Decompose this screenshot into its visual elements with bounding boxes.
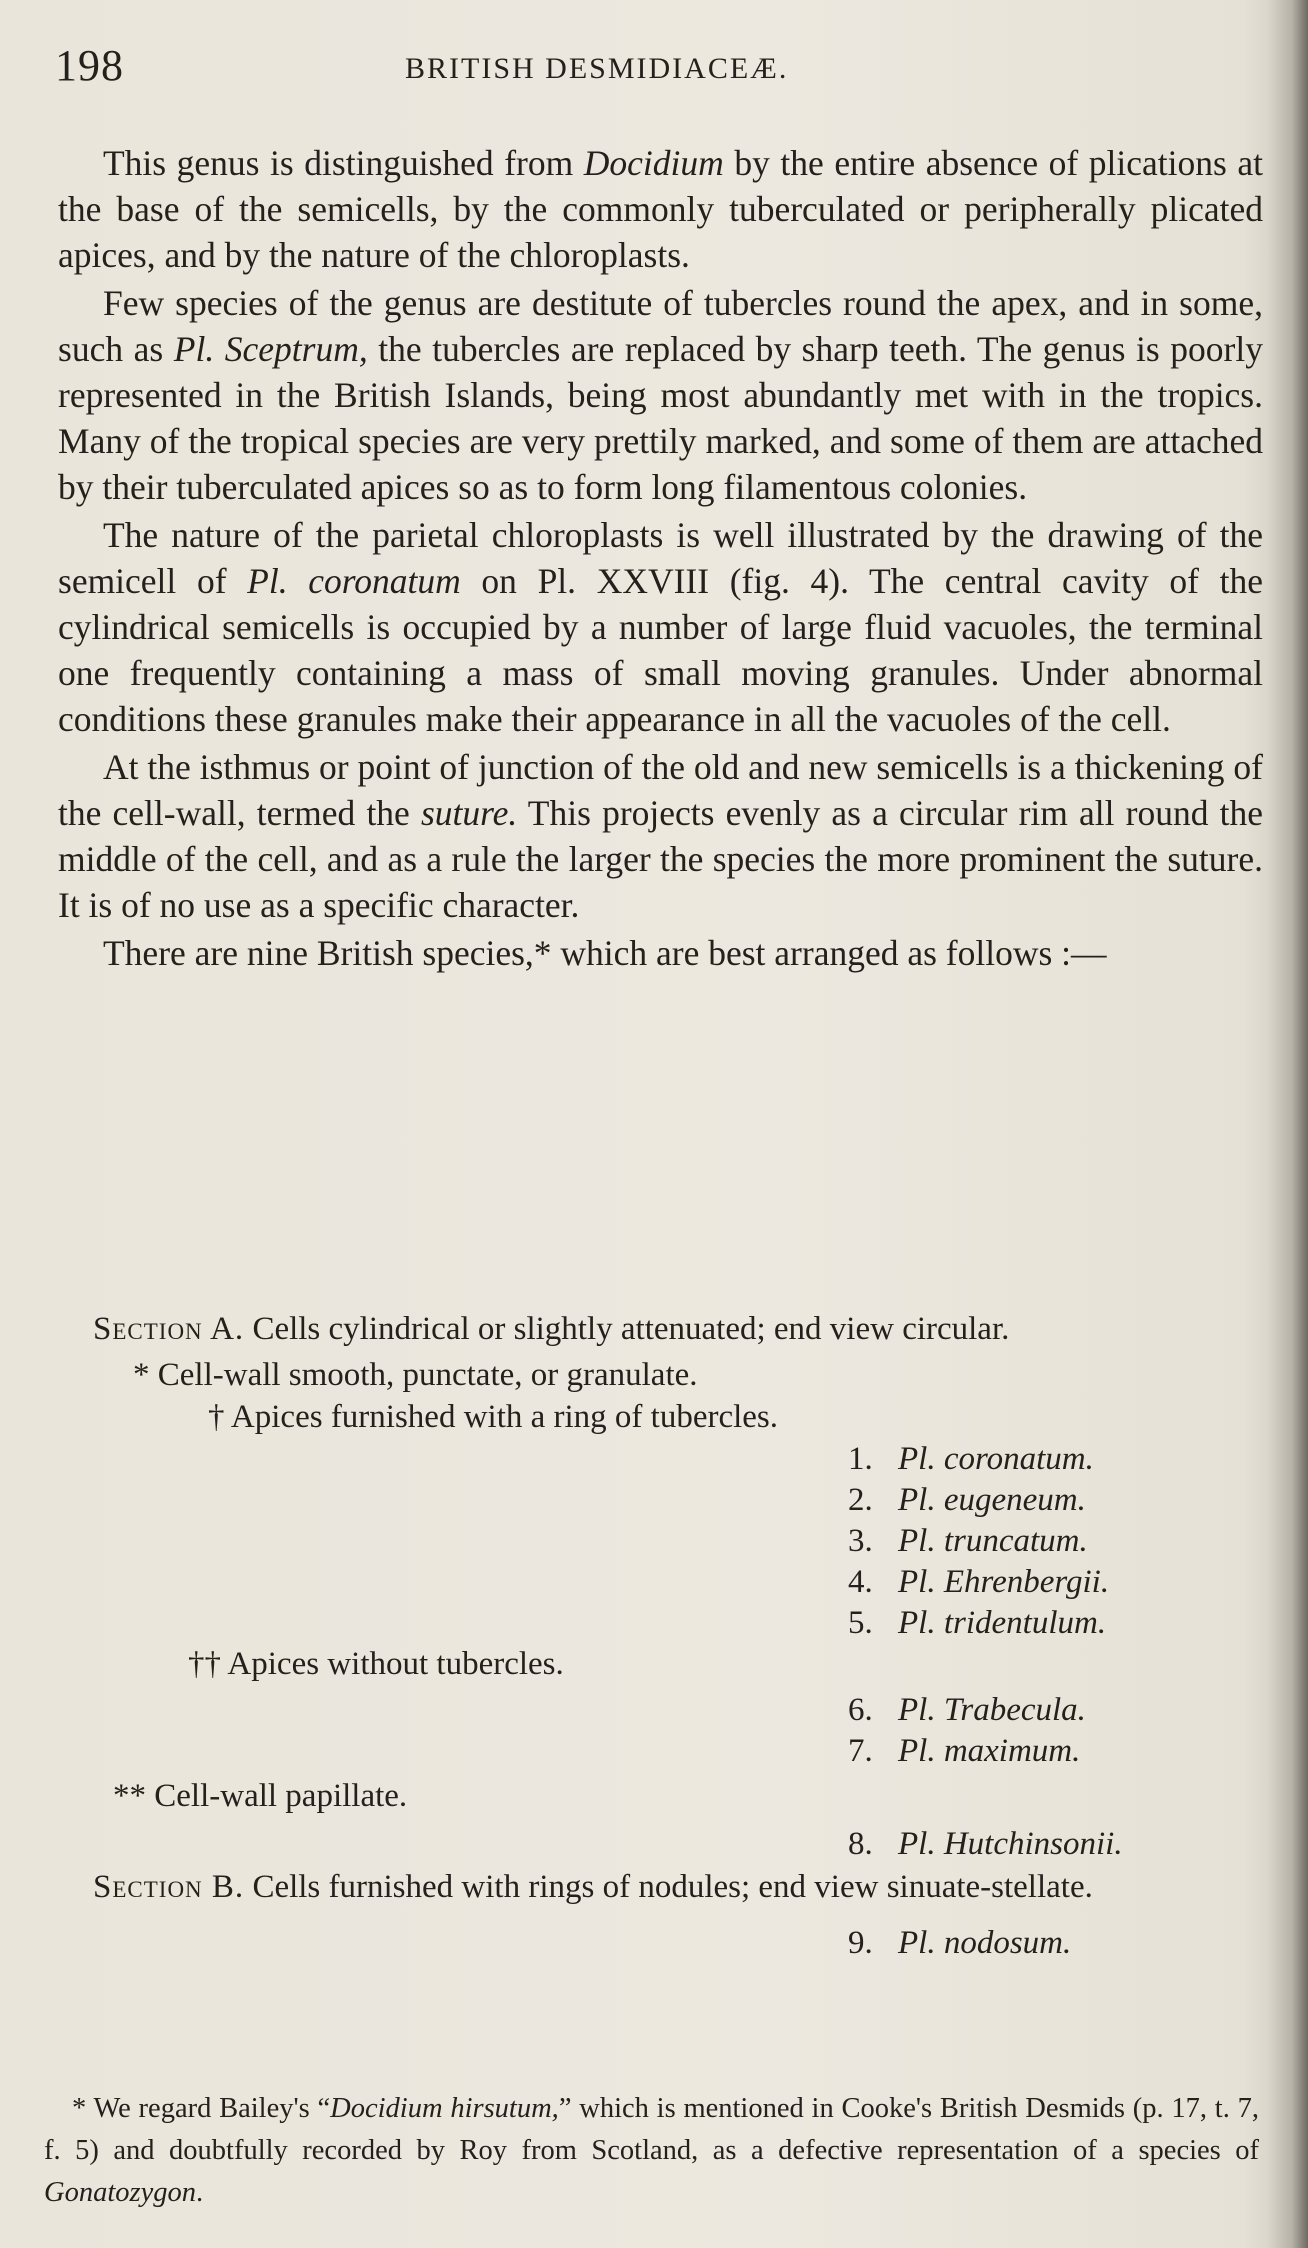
species-number: 8. — [848, 1826, 873, 1862]
species-entry — [848, 1438, 1263, 1479]
text-run: by the entire absence of plications at the base of the semicells, by the commonly tuberculated or peripherally plicated apices, and by the nature of the chloroplasts. — [58, 143, 1263, 275]
species-binomial: Pl. coronatum. — [898, 1441, 1094, 1477]
species-binomial: Pl. tridentulum. — [898, 1605, 1107, 1641]
section-b-text: Cells furnished with rings of nodules; end view sinuate-stellate. — [244, 1869, 1093, 1905]
species-number: 1. — [848, 1441, 873, 1477]
species-entry — [848, 1730, 1263, 1771]
text-run: ” which is mentioned in Cooke's British Desmids (p. 17, t. 7, f. 5) and doubtfully recorded by Roy from Scotland, as a defective representation of a species of — [44, 2093, 1260, 2166]
species-entry — [848, 1823, 1263, 1864]
species-entry — [848, 1602, 1263, 1643]
section-b-label: Section B. — [93, 1869, 245, 1905]
text-run: This projects evenly as a circular rim all round the middle of the cell, and as a rule the larger the species the more prominent the suture. It is of no use as a specific character. — [58, 793, 1264, 925]
text-run: At the isthmus or point of junction of the old and new semicells is a thickening of the cell-wall, termed the — [58, 747, 1263, 833]
species-name: Pl. coronatum — [247, 561, 461, 601]
text-run: . — [196, 2177, 204, 2208]
species-number: 5. — [848, 1605, 873, 1641]
section-b — [58, 1866, 1263, 1908]
group-papillate: ** Cell-wall papillate. — [113, 1778, 408, 1814]
species-entry — [848, 1922, 1263, 1963]
footnote-text — [44, 2088, 1259, 2214]
species-binomial: Pl. nodosum. — [898, 1925, 1072, 1961]
paragraph-2 — [58, 280, 1263, 510]
genus-name: Docidium — [583, 143, 724, 183]
page-number: 198 — [55, 41, 124, 90]
species-binomial: Pl. Hutchinsonii. — [898, 1826, 1123, 1862]
text-run: * We regard Bailey's “ — [72, 2093, 331, 2124]
genus-name: Gonatozygon — [44, 2177, 196, 2208]
section-a-label: Section A. — [93, 1311, 245, 1347]
species-number: 3. — [848, 1523, 873, 1559]
text-run: on Pl. XXVIII (fig. 4). The central cavity of the cylindrical semicells is occupied by a number of large fluid vacuoles, the terminal one frequently containing a mass of small moving granules. Under abnormal conditions these granules make their appearance in all the vacuoles of the cell. — [58, 561, 1264, 739]
species-number: 9. — [848, 1925, 873, 1961]
footnote — [44, 2088, 1259, 2214]
species-binomial: Pl. Ehrenbergii. — [898, 1564, 1110, 1600]
species-entry — [848, 1479, 1263, 1520]
paragraph-5: There are nine British species,* which are best arranged as follows :— — [103, 933, 1107, 973]
section-a-text: Cells cylindrical or slightly attenuated; end view circular. — [244, 1311, 1010, 1347]
species-binomial: Pl. maximum. — [898, 1733, 1081, 1769]
species-binomial: Pl. truncatum. — [898, 1523, 1088, 1559]
species-list-3 — [848, 1823, 1263, 1864]
species-entry — [848, 1561, 1263, 1602]
species-outline — [58, 1308, 1263, 1963]
group-smooth: * Cell-wall smooth, punctate, or granulate. — [133, 1357, 698, 1393]
species-entry — [848, 1689, 1263, 1730]
section-a — [58, 1308, 1263, 1350]
species-entry — [848, 1520, 1263, 1561]
species-number: 4. — [848, 1564, 873, 1600]
page-header — [55, 40, 1248, 100]
species-binomial: Pl. eugeneum. — [898, 1482, 1086, 1518]
main-text — [58, 140, 1263, 976]
species-list-1 — [848, 1438, 1263, 1643]
species-name: Pl. Sceptrum, — [173, 329, 368, 369]
running-head: BRITISH DESMIDIACEÆ. — [405, 52, 789, 85]
text-run: This genus is distinguished from — [103, 143, 584, 183]
text-run: the tubercles are replaced by sharp teeth. The genus is poorly represented in the British Islands, being most abundantly met with in the tropics. Many of the tropical species are very prettily marked, and some of them are attached by their tuberculated apices so as to form long filamentous colonies. — [58, 329, 1263, 507]
species-number: 2. — [848, 1482, 873, 1518]
text-run: Few species of the genus are destitute of tubercles round the apex, and in some, such as — [58, 283, 1263, 369]
species-number: 6. — [848, 1692, 873, 1728]
group-tubercles: † Apices furnished with a ring of tubercles. — [208, 1399, 779, 1435]
paragraph-3 — [58, 512, 1263, 742]
paragraph-4 — [58, 744, 1263, 928]
term: suture. — [420, 793, 518, 833]
species-binomial: Pl. Trabecula. — [898, 1692, 1086, 1728]
species-name: Docidium hirsutum, — [330, 2093, 559, 2124]
paragraph-1 — [58, 140, 1263, 278]
text-run: The nature of the parietal chloroplasts is well illustrated by the drawing of the semicell of — [58, 515, 1263, 601]
species-list-2 — [848, 1689, 1263, 1771]
binding-shadow — [1268, 0, 1308, 2248]
species-number: 7. — [848, 1733, 873, 1769]
species-list-4 — [848, 1922, 1263, 1963]
group-no-tubercles: †† Apices without tubercles. — [188, 1646, 564, 1682]
